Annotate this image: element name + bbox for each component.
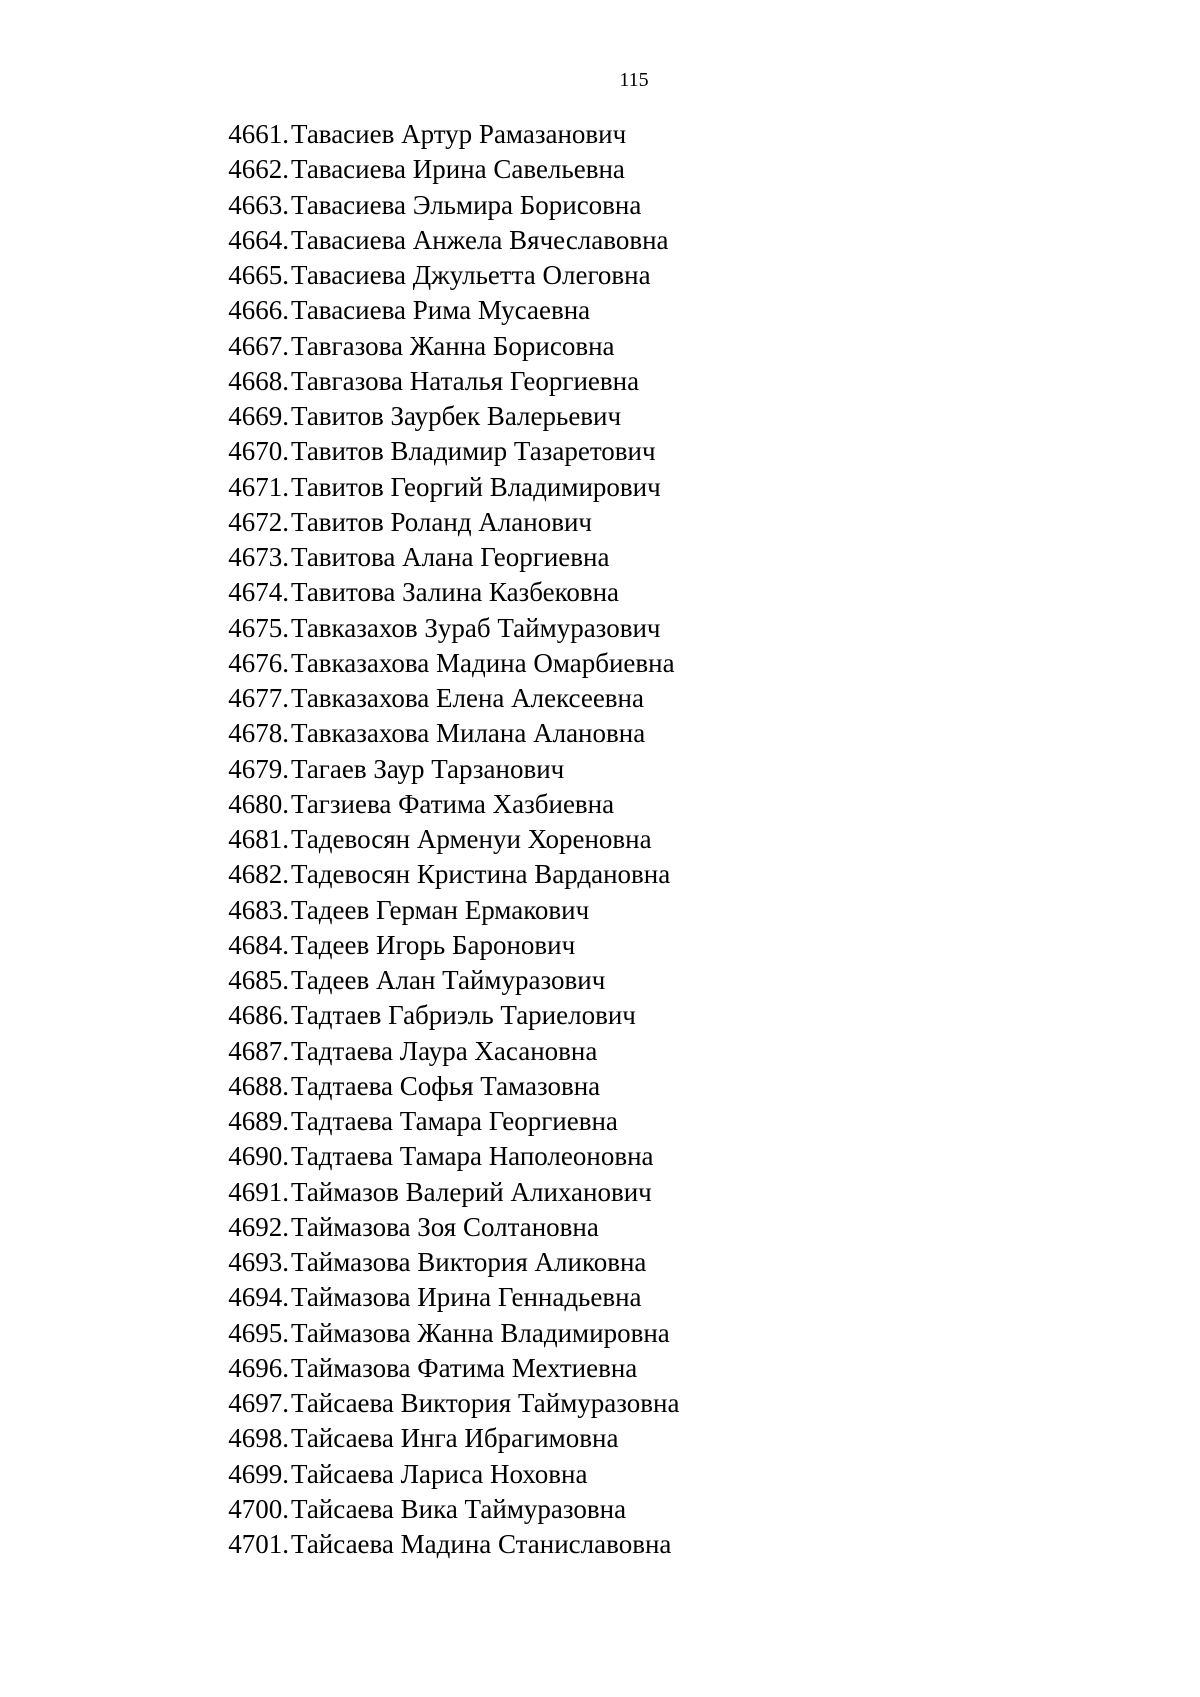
list-item	[217, 928, 679, 963]
entry-name: Тавасиев Артур Рамазанович	[291, 119, 627, 150]
entry-name: Тавасиева Эльмира Борисовна	[291, 189, 642, 220]
entry-number: 4674.	[228, 577, 289, 608]
entry-name: Тавитова Залина Казбековна	[291, 577, 620, 608]
entry-name: Тавитов Георгий Владимирович	[291, 471, 661, 502]
list-item	[217, 611, 679, 646]
entry-name: Тадеев Герман Ермакович	[291, 894, 590, 925]
list-item	[217, 364, 679, 399]
entry-name: Тавасиева Анжела Вячеславовна	[291, 224, 669, 255]
list-item	[217, 681, 679, 716]
list-item	[217, 188, 679, 223]
entry-name: Тайсаева Лариса Ноховна	[291, 1458, 588, 1489]
entry-number: 4695.	[228, 1317, 289, 1348]
entry-number: 4682.	[228, 859, 289, 890]
entry-name: Таймазова Фатима Мехтиевна	[291, 1352, 638, 1383]
entry-number: 4694.	[228, 1282, 289, 1313]
entry-number: 4699.	[228, 1458, 289, 1489]
entry-number: 4665.	[228, 260, 289, 291]
entry-number: 4663.	[228, 189, 289, 220]
list-item	[217, 1245, 679, 1280]
entry-number: 4700.	[228, 1493, 289, 1524]
list-item	[217, 716, 679, 751]
entry-number: 4691.	[228, 1176, 289, 1207]
entry-number: 4672.	[228, 506, 289, 537]
list-item	[217, 434, 679, 469]
entry-number: 4693.	[228, 1247, 289, 1278]
list-item	[217, 1527, 679, 1562]
entry-number: 4673.	[228, 542, 289, 573]
entry-name: Тадтаева Тамара Георгиевна	[291, 1106, 618, 1137]
entry-name: Тавказахова Милана Алановна	[291, 718, 646, 749]
list-item	[217, 646, 679, 681]
list-item	[217, 857, 679, 892]
entry-name: Тавасиева Ирина Савельевна	[291, 154, 625, 185]
entry-name: Тайсаева Виктория Таймуразовна	[291, 1388, 680, 1419]
list-item	[217, 223, 679, 258]
entry-number: 4664.	[228, 224, 289, 255]
list-item	[217, 470, 679, 505]
entry-number: 4679.	[228, 753, 289, 784]
list-item	[217, 1351, 679, 1386]
entry-name: Тавказахов Зураб Таймуразович	[291, 612, 661, 643]
entry-name: Тайсаева Вика Таймуразовна	[291, 1493, 627, 1524]
entry-name: Тадтаева Лаура Хасановна	[291, 1035, 598, 1066]
entry-name: Таймазов Валерий Алиханович	[291, 1176, 652, 1207]
entry-number: 4671.	[228, 471, 289, 502]
entry-number: 4690.	[228, 1141, 289, 1172]
entry-number: 4661.	[228, 119, 289, 150]
list-item	[217, 152, 679, 187]
entry-name: Тавасиева Джульетта Олеговна	[291, 260, 651, 291]
list-item	[217, 1210, 679, 1245]
entry-number: 4680.	[228, 788, 289, 819]
list-item	[217, 1316, 679, 1351]
list-item	[217, 1069, 679, 1104]
list-item	[217, 998, 679, 1033]
entry-name: Тавказахова Елена Алексеевна	[291, 683, 644, 714]
list-item	[217, 822, 679, 857]
list-item	[217, 540, 679, 575]
entry-number: 4684.	[228, 929, 289, 960]
entry-name: Тадтаев Габриэль Тариелович	[291, 1000, 636, 1031]
entry-name: Тавгазова Наталья Георгиевна	[291, 365, 640, 396]
entry-number: 4692.	[228, 1211, 289, 1242]
entry-number: 4688.	[228, 1070, 289, 1101]
list-item	[217, 399, 679, 434]
entry-name: Тайсаева Мадина Станиславовна	[291, 1529, 672, 1560]
entry-number: 4666.	[228, 295, 289, 326]
entry-name: Тавасиева Рима Мусаевна	[291, 295, 591, 326]
list-item	[217, 258, 679, 293]
entry-number: 4675.	[228, 612, 289, 643]
list-item	[217, 1457, 679, 1492]
entry-number: 4669.	[228, 401, 289, 432]
entry-name: Тадтаева Софья Тамазовна	[291, 1070, 601, 1101]
entry-name: Тадтаева Тамара Наполеоновна	[291, 1141, 654, 1172]
entry-number: 4662.	[228, 154, 289, 185]
list-item	[217, 1492, 679, 1527]
entry-name: Тагзиева Фатима Хазбиевна	[291, 788, 615, 819]
name-list	[217, 117, 679, 1562]
list-item	[217, 1104, 679, 1139]
list-item	[217, 1034, 679, 1069]
list-item	[217, 117, 679, 152]
entry-name: Тавказахова Мадина Омарбиевна	[291, 647, 675, 678]
entry-name: Тавитов Заурбек Валерьевич	[291, 401, 622, 432]
entry-name: Тавгазова Жанна Борисовна	[291, 330, 615, 361]
entry-name: Тавитов Владимир Тазаретович	[291, 436, 656, 467]
entry-name: Тадеев Алан Таймуразович	[291, 965, 606, 996]
entry-number: 4676.	[228, 647, 289, 678]
list-item	[217, 575, 679, 610]
entry-name: Тавитов Роланд Аланович	[291, 506, 593, 537]
list-item	[217, 893, 679, 928]
list-item	[217, 1386, 679, 1421]
list-item	[217, 1139, 679, 1174]
entry-number: 4697.	[228, 1388, 289, 1419]
entry-name: Таймазова Жанна Владимировна	[291, 1317, 670, 1348]
entry-number: 4681.	[228, 824, 289, 855]
entry-name: Тадевосян Арменуи Хореновна	[291, 824, 652, 855]
entry-number: 4668.	[228, 365, 289, 396]
entry-number: 4698.	[228, 1423, 289, 1454]
entry-number: 4683.	[228, 894, 289, 925]
entry-name: Таймазова Ирина Геннадьевна	[291, 1282, 642, 1313]
list-item	[217, 1175, 679, 1210]
entry-name: Тадеев Игорь Баронович	[291, 929, 576, 960]
page-number: 115	[619, 69, 649, 91]
list-item	[217, 1280, 679, 1315]
list-item	[217, 1421, 679, 1456]
entry-number: 4667.	[228, 330, 289, 361]
entry-number: 4686.	[228, 1000, 289, 1031]
entry-name: Тавитова Алана Георгиевна	[291, 542, 610, 573]
entry-number: 4687.	[228, 1035, 289, 1066]
list-item	[217, 963, 679, 998]
entry-number: 4670.	[228, 436, 289, 467]
entry-number: 4689.	[228, 1106, 289, 1137]
entry-number: 4701.	[228, 1529, 289, 1560]
entry-number: 4678.	[228, 718, 289, 749]
entry-name: Таймазова Зоя Солтановна	[291, 1211, 599, 1242]
entry-number: 4696.	[228, 1352, 289, 1383]
list-item	[217, 752, 679, 787]
entry-number: 4685.	[228, 965, 289, 996]
list-item	[217, 293, 679, 328]
list-item	[217, 505, 679, 540]
entry-name: Таймазова Виктория Аликовна	[291, 1247, 647, 1278]
entry-name: Тадевосян Кристина Вардановна	[291, 859, 671, 890]
entry-number: 4677.	[228, 683, 289, 714]
entry-name: Тагаев Заур Тарзанович	[291, 753, 565, 784]
list-item	[217, 329, 679, 364]
entry-name: Тайсаева Инга Ибрагимовна	[291, 1423, 619, 1454]
list-item	[217, 787, 679, 822]
